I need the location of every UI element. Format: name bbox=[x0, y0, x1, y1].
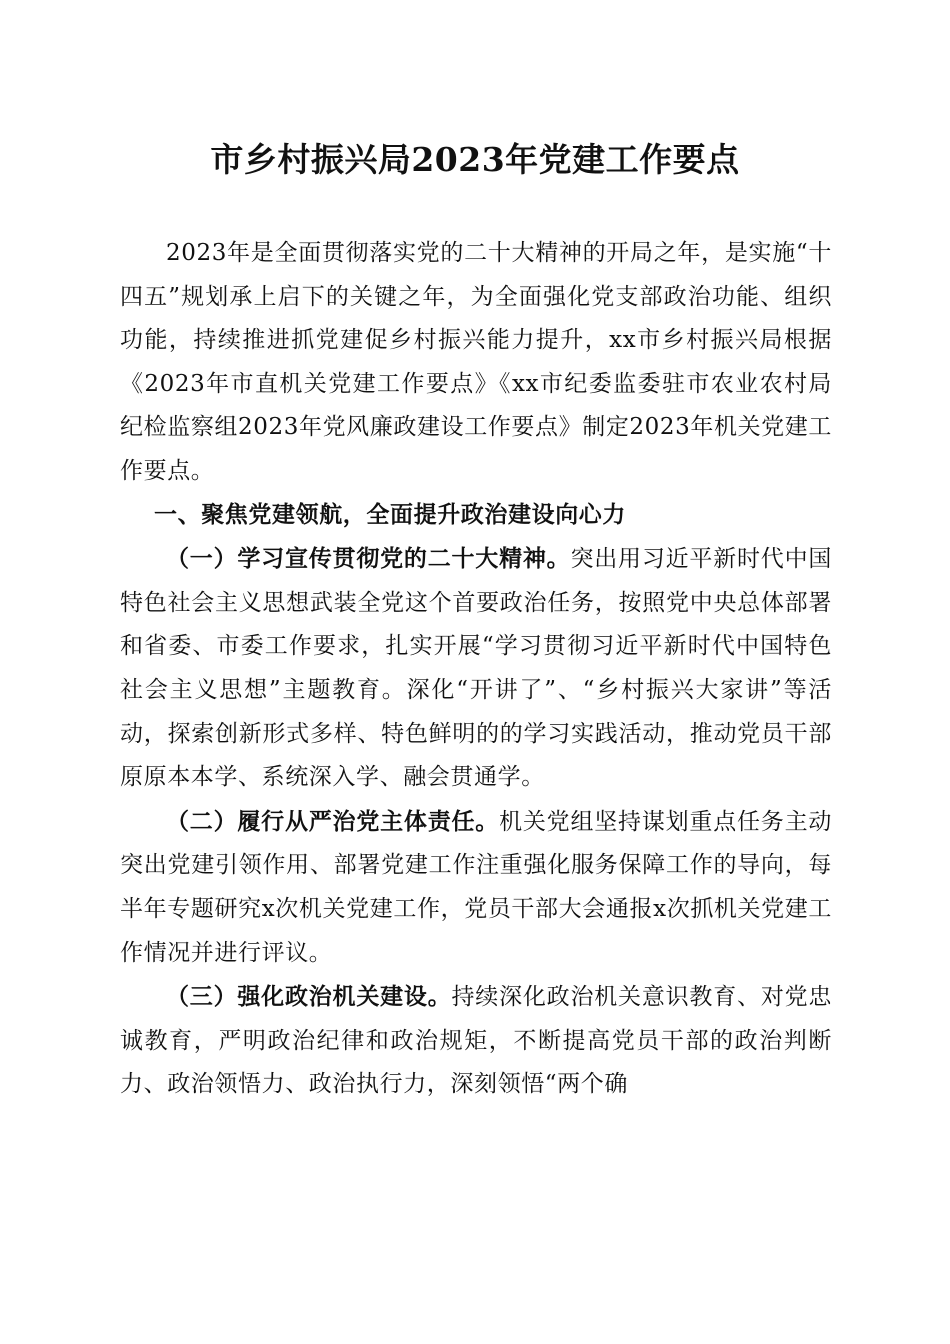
document-body bbox=[120, 232, 832, 1107]
item-lead: （三）强化政治机关建设。 bbox=[166, 983, 452, 1011]
section-heading: 一、聚焦党建领航，全面提升政治建设向心力 bbox=[154, 501, 626, 528]
document-title: 市乡村振兴局2023年党建工作要点 bbox=[210, 140, 740, 179]
item-text: 机关党组坚持谋划重点任务主动突出党建引领作用、部署党建工作注重强化服务保障工作的导向，每半年专题研究x次机关党建工作，党员干部大会通报x次抓机关党建工作情况并进行评议。 bbox=[120, 808, 832, 966]
item-paragraph bbox=[120, 537, 832, 800]
intro-paragraph: 2023年是全面贯彻落实党的二十大精神的开局之年，是实施“十四五”规划承上启下的关键之年，为全面强化党支部政治功能、组织功能，持续推进抓党建促乡村振兴能力提升，xx市乡村振兴局根据《2023年市直机关党建工作要点》《xx市纪委监委驻市农业农村局纪检监察组2023年党风廉政建设工作要点》制定2023年机关党建工作要点。 bbox=[120, 240, 832, 484]
item-paragraph bbox=[120, 975, 832, 1107]
item-text: 持续深化政治机关意识教育、对党忠诚教育，严明政治纪律和政治规矩，不断提高党员干部的政治判断力、政治领悟力、政治执行力，深刻领悟“两个确 bbox=[120, 984, 832, 1098]
item-text: 突出用习近平新时代中国特色社会主义思想武装全党这个首要政治任务，按照党中央总体部署和省委、市委工作要求，扎实开展“学习贯彻习近平新时代中国特色社会主义思想”主题教育。深化“开讲了”、“乡村振兴大家讲”等活动，探索创新形式多样、特色鲜明的的学习实践活动，推动党员干部原原本本学、系统深入学、融会贯通学。 bbox=[120, 546, 832, 791]
item-lead: （一）学习宣传贯彻党的二十大精神。 bbox=[166, 545, 571, 573]
item-paragraph bbox=[120, 800, 832, 975]
item-lead: （二）履行从严治党主体责任。 bbox=[166, 807, 500, 835]
